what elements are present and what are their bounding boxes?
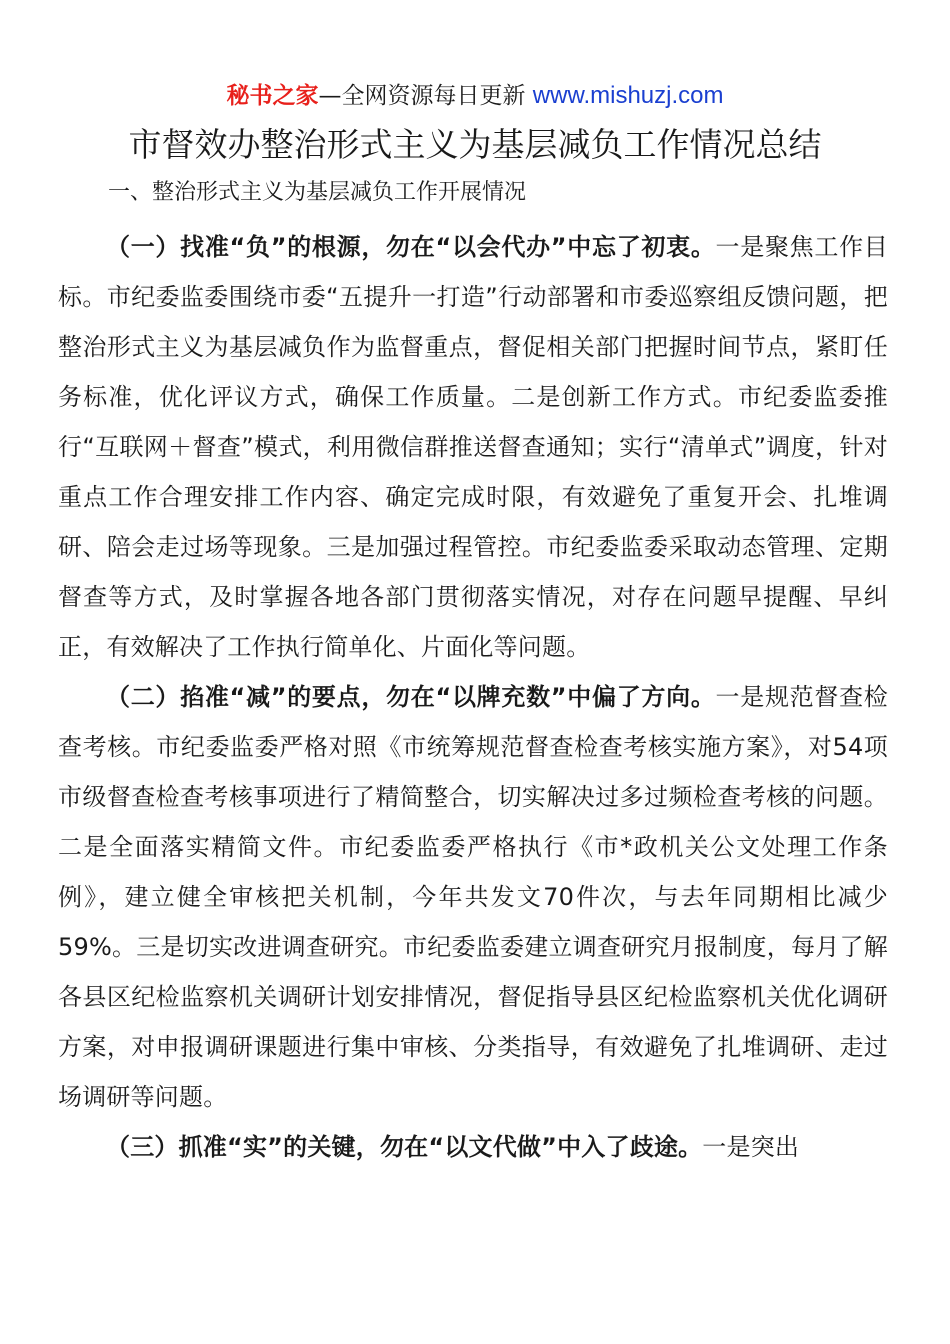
paragraph-3-lead: （三）抓准“实”的关键，勿在“以文代做”中入了歧途。: [106, 1133, 703, 1161]
paragraph-2-text: 一是规范督查检查考核。市纪委监委严格对照《市统筹规范督查检查考核实施方案》，对54项市级督查检查考核事项进行了精简整合，切实解决过多过频检查考核的问题。二是全面落实精简文件。市纪委监委严格执行《市*政机关公文处理工作条例》，建立健全审核把关机制，今年共发文70件次，与去年同期相比减少59%。三是切实改进调查研究。市纪委监委建立调查研究月报制度，每月了解各县区纪检监察机关调研计划安排情况，督促指导县区纪检监察机关优化调研方案，对申报调研课题进行集中审核、分类指导，有效避免了扎堆调研、走过场调研等问题。: [58, 683, 889, 1111]
paragraph-1-text: 一是聚焦工作目标。市纪委监委围绕市委“五提升一打造”行动部署和市委巡察组反馈问题，把整治形式主义为基层减负作为监督重点，督促相关部门把握时间节点，紧盯任务标准，优化评议方式，确保工作质量。二是创新工作方式。市纪委监委推行“互联网＋督查”模式，利用微信群推送督查通知；实行“清单式”调度，针对重点工作合理安排工作内容、确定完成时限，有效避免了重复开会、扎堆调研、陪会走过场等现象。三是加强过程管控。市纪委监委采取动态管理、定期督查等方式，及时掌握各地各部门贯彻落实情况，对存在问题早提醒、早纠正，有效解决了工作执行简单化、片面化等问题。: [58, 233, 889, 661]
document-title: 市督效办整治形式主义为基层减负工作情况总结: [128, 125, 822, 164]
site-banner: [0, 80, 950, 112]
paragraph-2: [58, 672, 888, 1122]
section-heading: 一、整治形式主义为基层减负工作开展情况: [108, 180, 527, 205]
banner-tagline: —全网资源每日更新: [318, 83, 526, 109]
paragraph-1: [58, 222, 888, 672]
brand-name: 秘书之家: [226, 83, 319, 109]
document-body: [58, 222, 888, 1172]
paragraph-2-lead: （二）掐准“减”的要点，勿在“以牌充数”中偏了方向。: [106, 683, 716, 711]
paragraph-3: [58, 1122, 888, 1172]
site-url-link[interactable]: www.mishuzj.com: [532, 82, 724, 109]
paragraph-1-lead: （一）找准“负”的根源，勿在“以会代办”中忘了初衷。: [106, 233, 716, 261]
paragraph-3-text: 一是突出: [702, 1133, 800, 1161]
